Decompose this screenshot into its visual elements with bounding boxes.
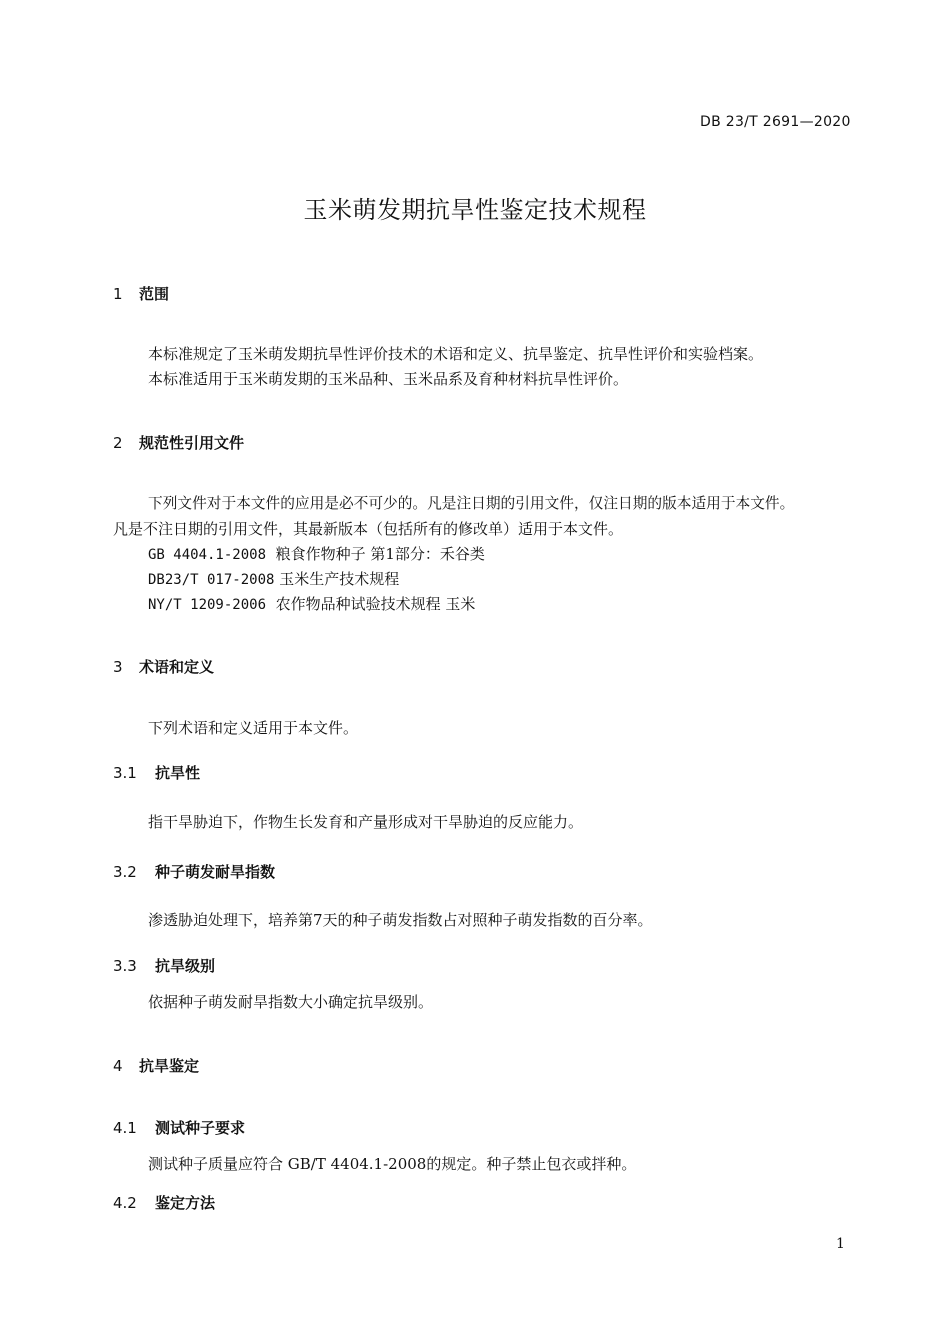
document-title: 玉米萌发期抗旱性鉴定技术规程	[303, 196, 647, 224]
reference-code: DB23/T 017-2008	[148, 572, 275, 588]
reference-name: 农作物品种试验技术规程 玉米	[275, 595, 476, 613]
subsection-4-1-text: 测试种子质量应符合 GB/T 4404.1-2008的规定。种子禁止包衣或拌种。	[148, 1155, 637, 1173]
terms-intro: 下列术语和定义适用于本文件。	[148, 719, 359, 737]
reference-name: 粮食作物种子 第1部分：禾谷类	[275, 545, 485, 563]
term-3-2-definition: 渗透胁迫处理下，培养第7天的种子萌发指数占对照种子萌发指数的百分率。	[148, 911, 653, 929]
subsection-title: 鉴定方法	[155, 1194, 216, 1212]
subsection-title: 测试种子要求	[155, 1119, 246, 1137]
section-number: 4	[113, 1057, 123, 1075]
subsection-number: 4.2	[113, 1194, 137, 1212]
reference-name: 玉米生产技术规程	[279, 570, 400, 588]
term-3-1-definition: 指干旱胁迫下，作物生长发育和产量形成对干旱胁迫的反应能力。	[148, 813, 584, 831]
section-4-heading	[113, 1055, 199, 1076]
subsection-title: 种子萌发耐旱指数	[155, 863, 276, 881]
reference-item	[148, 567, 399, 592]
section-title: 规范性引用文件	[139, 434, 245, 452]
term-3-1-heading	[113, 762, 200, 783]
term-3-3-definition: 依据种子萌发耐旱指数大小确定抗旱级别。	[148, 993, 434, 1011]
section-1-heading	[113, 283, 169, 304]
subsection-title: 抗旱级别	[155, 957, 216, 975]
subsection-number: 4.1	[113, 1119, 137, 1137]
term-3-2-heading	[113, 861, 275, 882]
section-number: 1	[113, 285, 123, 303]
reference-code: GB 4404.1-2008	[148, 547, 267, 563]
reference-item	[148, 592, 475, 617]
reference-item	[148, 542, 485, 567]
references-intro-line-1: 下列文件对于本文件的应用是必不可少的。凡是注日期的引用文件，仅注日期的版本适用于本文件。	[148, 495, 795, 512]
section-number: 3	[113, 658, 123, 676]
subsection-4-1-heading	[113, 1117, 245, 1138]
section-title: 术语和定义	[139, 658, 215, 676]
standard-code: DB 23/T 2691—2020	[700, 114, 851, 130]
subsection-title: 抗旱性	[155, 764, 201, 782]
subsection-number: 3.1	[113, 764, 137, 782]
scope-paragraph-2: 本标准适用于玉米萌发期的玉米品种、玉米品系及育种材料抗旱性评价。	[148, 370, 629, 388]
subsection-number: 3.3	[113, 957, 137, 975]
subsection-number: 3.2	[113, 863, 137, 881]
section-number: 2	[113, 434, 123, 452]
page-number: 1	[836, 1236, 845, 1252]
section-title: 范围	[139, 285, 170, 303]
subsection-4-2-heading	[113, 1192, 215, 1213]
section-title: 抗旱鉴定	[139, 1057, 200, 1075]
term-3-3-heading	[113, 955, 215, 976]
scope-paragraph-1: 本标准规定了玉米萌发期抗旱性评价技术的术语和定义、抗旱鉴定、抗旱性评价和实验档案。	[148, 345, 764, 363]
references-intro-line-2: 凡是不注日期的引用文件，其最新版本（包括所有的修改单）适用于本文件。	[113, 520, 624, 538]
section-3-heading	[113, 656, 214, 677]
section-2-heading	[113, 432, 244, 453]
reference-code: NY/T 1209-2006	[148, 597, 267, 613]
